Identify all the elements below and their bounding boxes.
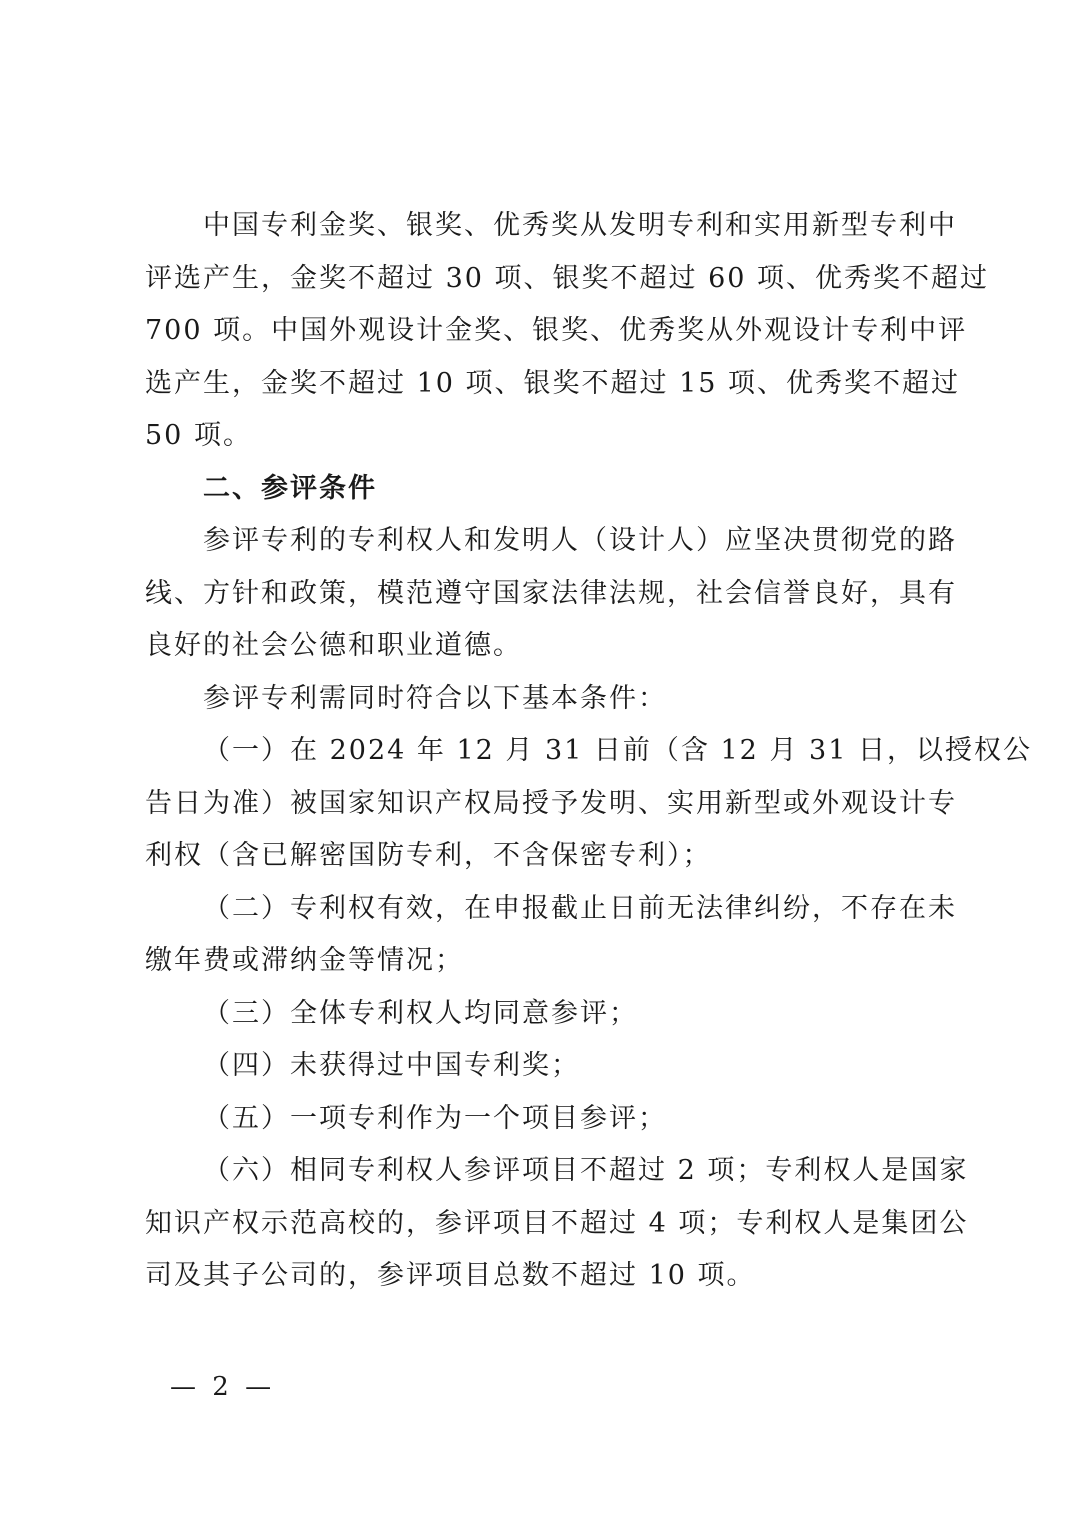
list-item-line: 利权（含已解密国防专利，不含保密专利）；	[145, 840, 712, 871]
list-item-line: （四）未获得过中国专利奖；	[203, 1050, 580, 1081]
section-heading: 二、参评条件	[203, 472, 377, 504]
paragraph-line: 线、方针和政策，模范遵守国家法律法规，社会信誉良好，具有	[145, 577, 957, 609]
paragraph-line: 中国专利金奖、银奖、优秀奖从发明专利和实用新型专利中	[203, 210, 957, 241]
list-item-line: （三）全体专利权人均同意参评；	[203, 997, 638, 1029]
list-item-line: （六）相同专利权人参评项目不超过 2 项；专利权人是国家	[203, 1155, 969, 1186]
paragraph-line: 50 项。	[145, 420, 252, 451]
page-number: — 2 —	[170, 1372, 276, 1402]
paragraph-line: 评选产生，金奖不超过 30 项、银奖不超过 60 项、优秀奖不超过	[145, 262, 990, 294]
list-item-line: （一）在 2024 年 12 月 31 日前（含 12 月 31 日，以授权公	[203, 735, 1032, 766]
list-item-line: 司及其子公司的，参评项目总数不超过 10 项。	[145, 1260, 756, 1291]
list-item-line: 知识产权示范高校的，参评项目不超过 4 项；专利权人是集团公	[145, 1207, 969, 1239]
paragraph-line: 选产生，金奖不超过 10 项、银奖不超过 15 项、优秀奖不超过	[145, 367, 961, 399]
list-item-line: 告日为准）被国家知识产权局授予发明、实用新型或外观设计专	[145, 787, 957, 819]
list-item-line: （五）一项专利作为一个项目参评；	[203, 1102, 667, 1134]
list-item-line: 缴年费或滞纳金等情况；	[145, 945, 464, 976]
paragraph-line: 参评专利需同时符合以下基本条件：	[203, 682, 667, 714]
document-body	[145, 200, 1032, 1303]
paragraph-line: 良好的社会公德和职业道德。	[145, 630, 522, 661]
paragraph-line: 700 项。中国外观设计金奖、银奖、优秀奖从外观设计专利中评	[145, 315, 968, 346]
list-item-line: （二）专利权有效，在申报截止日前无法律纠纷，不存在未	[203, 892, 957, 924]
paragraph-line: 参评专利的专利权人和发明人（设计人）应坚决贯彻党的路	[203, 525, 957, 556]
